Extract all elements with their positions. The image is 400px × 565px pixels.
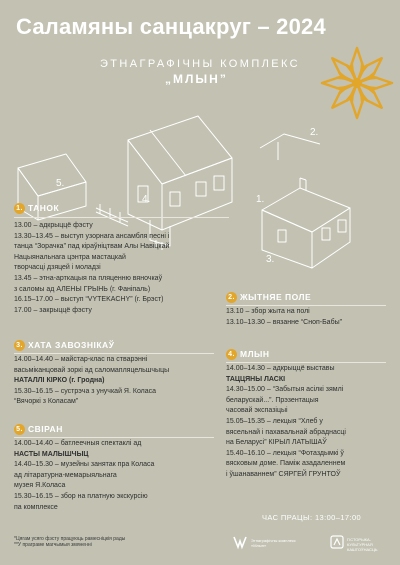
schedule-line: 14.40–15.30 – музейны занятак пра Коласа (14, 461, 155, 469)
partner-logo-icon (330, 535, 344, 549)
map-marker-1: 1. (256, 194, 265, 205)
schedule-line: па комплексе (14, 503, 58, 511)
section-title: 1. ТАНОК (14, 203, 59, 214)
schedule-line: 13.30–13.45 – выступ узорнага ансамбля песні і (14, 232, 170, 240)
map-marker-2: 2. (310, 127, 319, 138)
footnotes (14, 536, 125, 548)
schedule-line: 15.05–15.35 – лекцыя “Хлеб у (226, 417, 323, 425)
section-number-badge: 3. (14, 340, 25, 351)
schedule-line: на Беларусі” КІРЫЛ ЛАТЫШАЎ (226, 439, 327, 447)
divider (14, 437, 214, 438)
museum-logo-icon (232, 534, 248, 550)
schedule-line: 16.15–17.00 – выступ “VYTEKACHY” (г. Брэст) (14, 296, 164, 304)
schedule-line: танца “Зорачка” пад кіраўніцтвам Алы Навіцкай (14, 243, 170, 251)
ornament-center (352, 78, 362, 88)
map-marker-5: 5. (56, 178, 65, 189)
schedule-line: 14.00–14.40 – батлеечныя спектаклі ад (14, 440, 142, 447)
house-zavoznikau (262, 178, 350, 268)
section-sviran (14, 424, 63, 435)
map-marker-4: 4. (142, 194, 151, 205)
schedule-line: з саломы ад АЛЕНЫ ГРЫНЬ (г. Фаніпаль) (14, 285, 151, 293)
divider (226, 305, 386, 306)
section-title: 2. ЖЫТНЯЕ ПОЛЕ (226, 292, 311, 303)
schedule-line: 14.30–15.00 – “Забытыя асілкі зямлі (226, 386, 344, 394)
opening-hours: ЧАС ПРАЦЫ: 13:00–17:00 (262, 513, 362, 522)
schedule-line: ТАЦЦЯНЫ ЛАСКІ (226, 375, 286, 383)
divider (14, 217, 229, 218)
section-sviran-list (14, 439, 154, 513)
section-title: 3. ХАТА ЗАВОЗНІКАЎ (14, 340, 114, 351)
schedule-line: часовай экспазіцыі (226, 407, 288, 415)
schedule-line: музея Я.Коласа (14, 482, 66, 490)
footnote: *Цягам усяго фэсту працуюць рамесніцкія рады (14, 536, 126, 542)
schedule-line: вясковым доме. Паміж азадаленнем (226, 460, 346, 468)
schedule-line: 13.45 – этна-арткацыя па пляценню вяночкаў (14, 274, 163, 282)
divider (14, 353, 214, 354)
schedule-line: “Вячоркі з Коласам” (14, 398, 79, 406)
poster-title: Саламяны санцакруг – 2024 (16, 14, 326, 39)
schedule-line: 17.00 – закрыццё фэсту (14, 306, 92, 314)
schedule-line: НАТАЛЛІ КІРКО (г. Гродна) (14, 377, 105, 385)
schedule-line: 13.10 – збор жыта на полі (226, 308, 310, 315)
schedule-line: 14.00–14.40 – майстар-клас па стварэнні (14, 356, 148, 363)
section-title: 5. СВІРАН (14, 424, 63, 435)
schedule-line: і ўшанаваннем” СЯРГЕЙ ГРУНТОЎ (226, 470, 341, 478)
section-zhytnyae-pole-list (226, 307, 342, 328)
complex-subtitle: ЭТНАГРАФІЧНЫ КОМПЛЕКС (100, 58, 301, 70)
schedule-line: васьміканцовай зоркі ад саломапляцельшчыцы (14, 366, 170, 374)
divider (226, 362, 386, 363)
section-number-badge: 5. (14, 424, 25, 435)
schedule-line: 15.30–16.15 – сустрэча з унучкай Я. Коласа (14, 387, 157, 395)
schedule-line: беларускай...”. Прэзентацыя (226, 396, 319, 404)
section-number-badge: 4. (226, 349, 237, 360)
schedule-line: Нацыянальнага цэнтра мастацкай (14, 253, 126, 261)
section-title: 4. МЛЫН (226, 349, 270, 360)
schedule-line: 15.40–16.10 – лекцыя “Фотаздымкі ў (226, 449, 344, 457)
section-mlyn-list (226, 364, 346, 481)
schedule-line: вясельнай і пахавальнай абраднасці (226, 428, 346, 436)
map-marker-3: 3. (266, 254, 275, 265)
schedule-line: 15.30–16.15 – збор на платную экскурсію (14, 492, 148, 500)
section-zhytnyae-pole (226, 292, 311, 303)
section-mlyn (226, 349, 270, 360)
complex-name: „МЛЫН” (165, 72, 228, 86)
section-number-badge: 1. (14, 203, 25, 214)
section-tanok (14, 203, 59, 214)
partner-logo: ГІСТОРЫКА-КУЛЬТУРНАЯ КАШТОЎНАСЦЬ (330, 534, 390, 552)
schedule-line: НАСТЫ МАЛЫШЧЫЦ (14, 450, 89, 458)
schedule-line: творчасці дзяцей і моладзі (14, 264, 101, 272)
schedule-line: ад літаратурна-мемарыяльнага (14, 471, 117, 479)
schedule-line: 13.00 – адкрыццё фэсту (14, 222, 93, 229)
museum-logo: Этнаграфічны комплекс «Млын» (232, 534, 302, 552)
schedule-line: 14.00–14.30 – адкрыццё выставы (226, 365, 335, 372)
section-khata-list (14, 355, 169, 408)
footnote: **У праграме магчымыя змяненні (14, 542, 92, 548)
section-number-badge: 2. (226, 292, 237, 303)
section-tanok-list (14, 221, 169, 316)
schedule-line: 13.10–13.30 – вязанне “Сноп-Бабы” (226, 318, 342, 326)
section-khata (14, 340, 114, 351)
